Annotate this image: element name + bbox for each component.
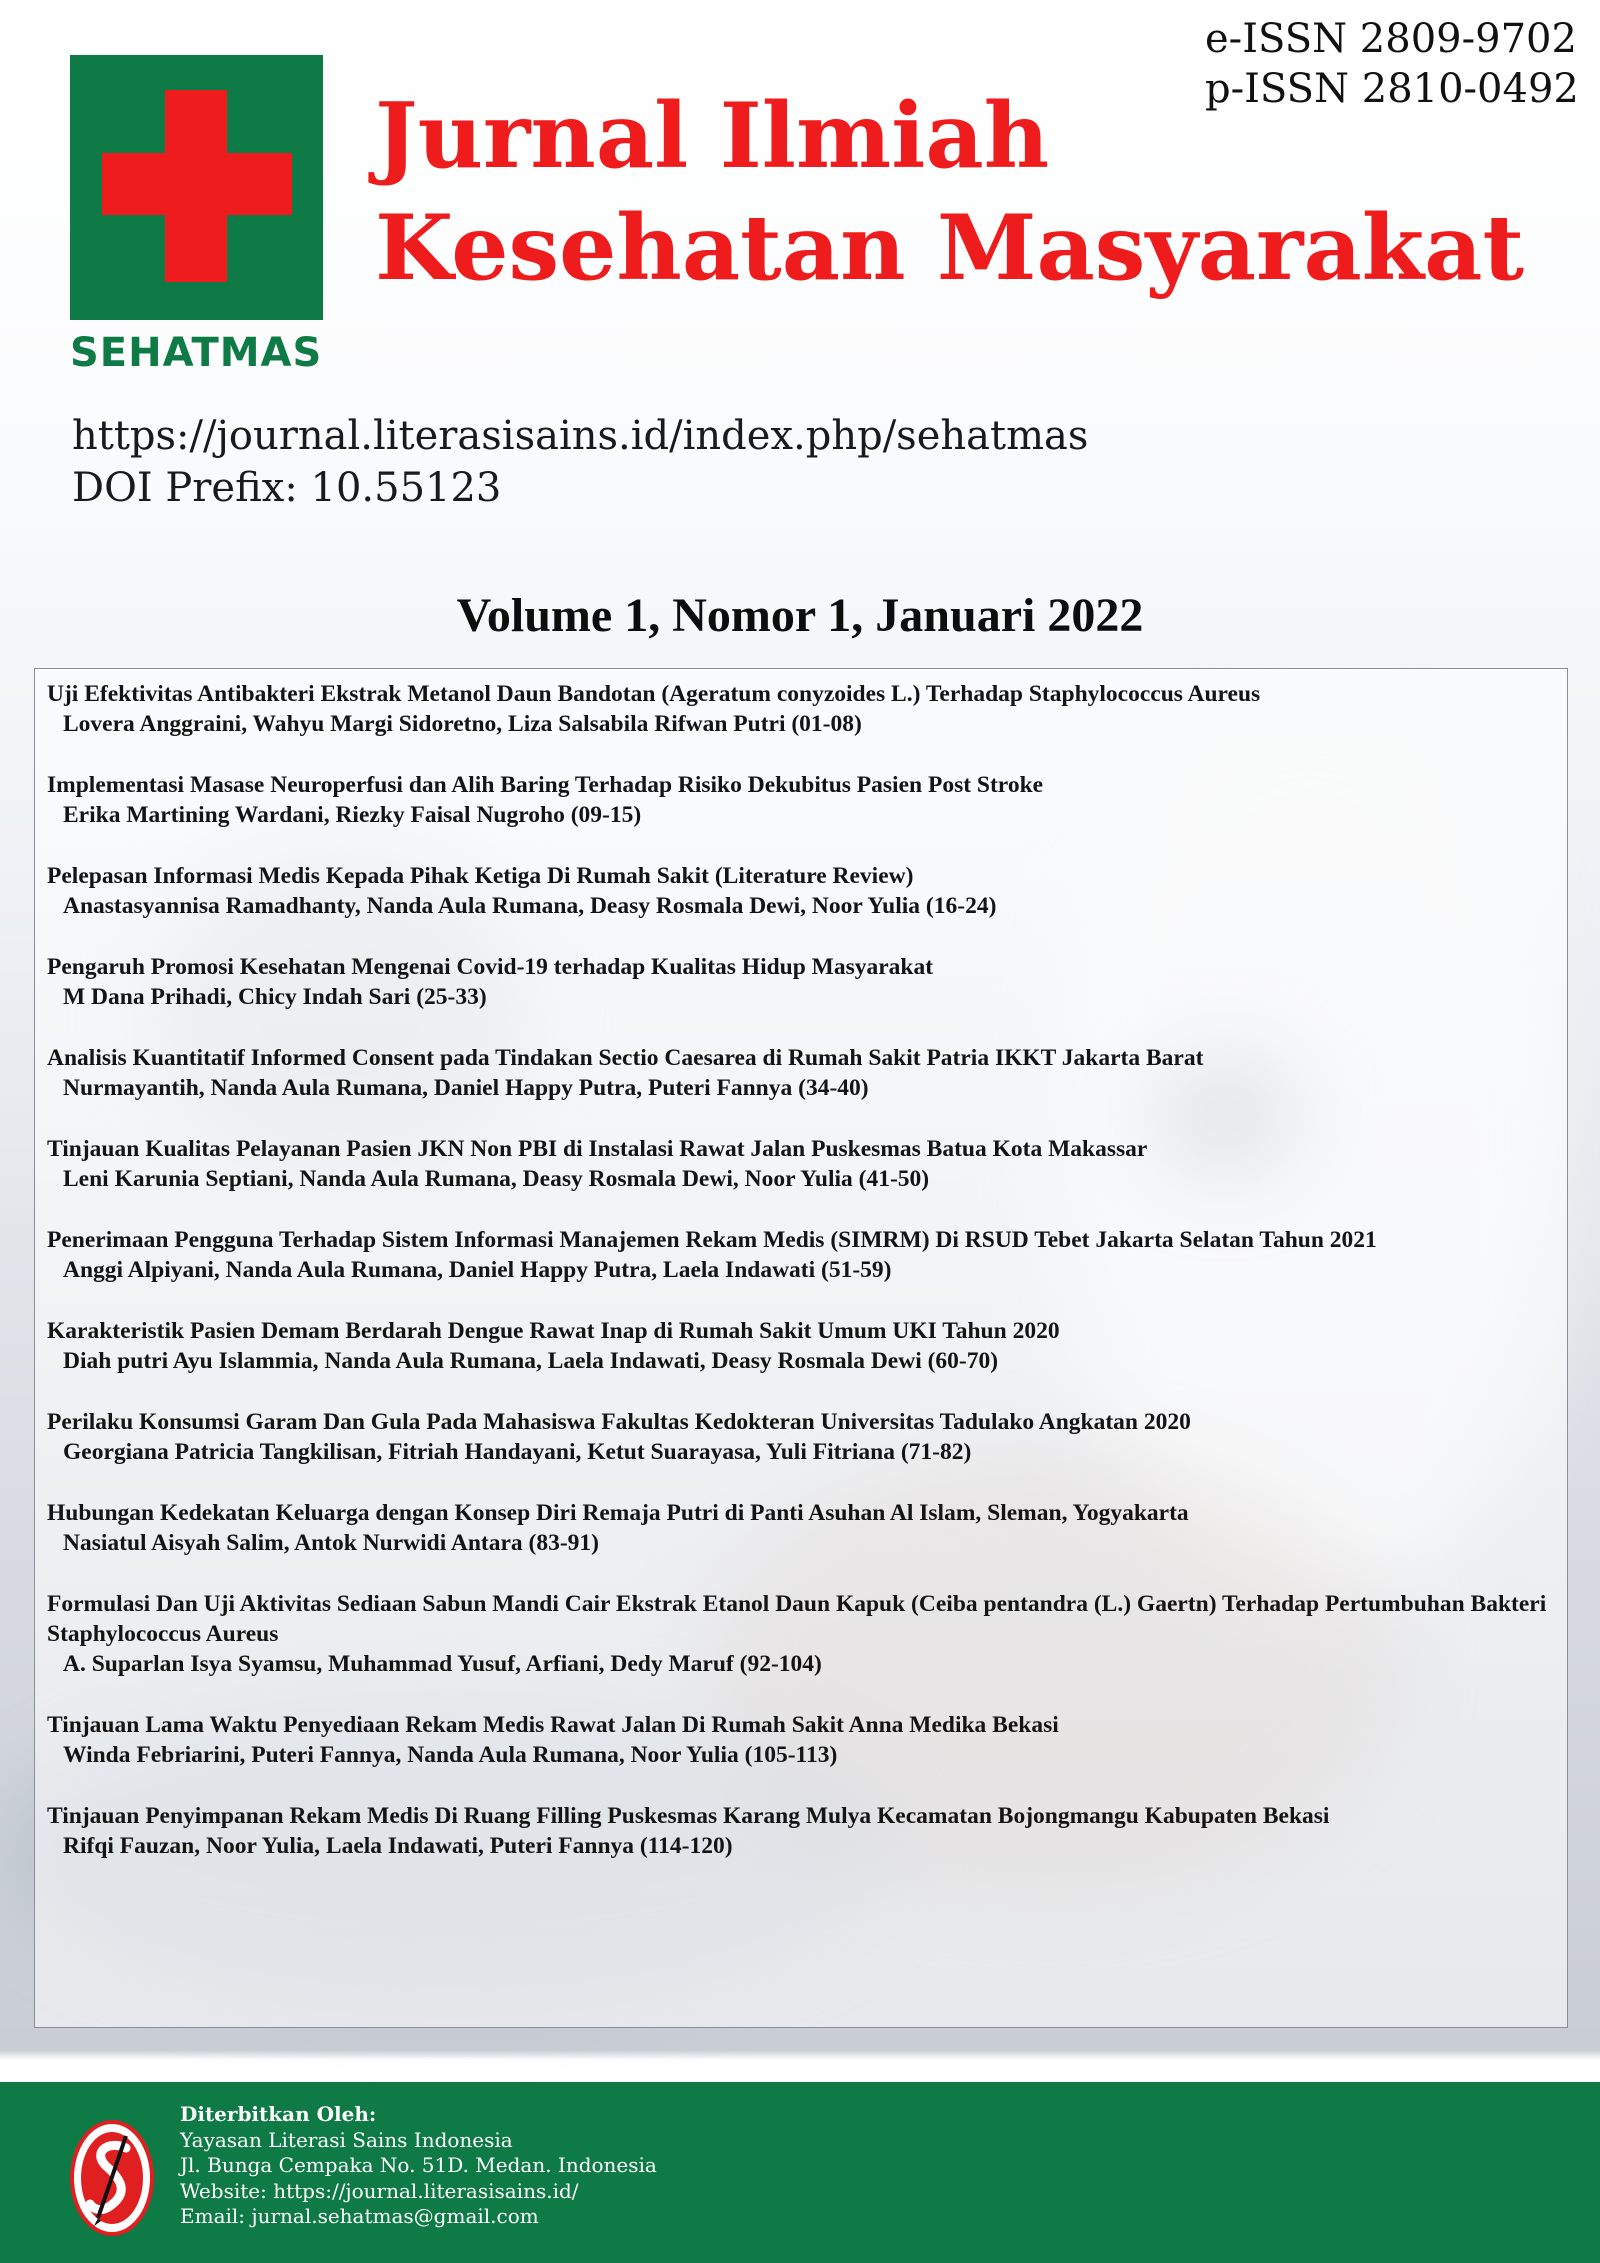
article-authors: Anastasyannisa Ramadhanty, Nanda Aula Rumana, Deasy Rosmala Dewi, Noor Yulia (16-24) [63, 893, 997, 919]
article-entry[interactable] [47, 1710, 1557, 1770]
pissn: p-ISSN 2810-0492 [1205, 66, 1579, 112]
doi-prefix: DOI Prefix: 10.55123 [72, 465, 502, 511]
article-authors: M Dana Prihadi, Chicy Indah Sari (25-33) [63, 984, 487, 1010]
publisher-name: Yayasan Literasi Sains Indonesia [180, 2127, 513, 2152]
article-title: Tinjauan Kualitas Pelayanan Pasien JKN Non PBI di Instalasi Rawat Jalan Puskesmas Batua Kota Makassar [47, 1136, 1148, 1162]
publisher-info [180, 2102, 657, 2230]
article-authors: Erika Martining Wardani, Riezky Faisal Nugroho (09-15) [63, 802, 642, 828]
article-entry[interactable] [47, 1589, 1557, 1679]
journal-title-line2: Kesehatan Masyarakat [375, 195, 1525, 301]
table-of-contents [34, 668, 1568, 2028]
journal-url[interactable]: https://journal.literasisains.id/index.php/sehatmas [72, 413, 1089, 459]
article-title: Uji Efektivitas Antibakteri Ekstrak Metanol Daun Bandotan (Ageratum conyzoides L.) Terhadap Staphylococcus Aureus [47, 681, 1261, 707]
publisher-logo [68, 2100, 156, 2240]
article-entry[interactable] [47, 1316, 1557, 1376]
article-authors: Anggi Alpiyani, Nanda Aula Rumana, Daniel Happy Putra, Laela Indawati (51-59) [63, 1257, 892, 1283]
article-authors: Nasiatul Aisyah Salim, Antok Nurwidi Antara (83-91) [63, 1530, 600, 1556]
volume-heading: Volume 1, Nomor 1, Januari 2022 [456, 589, 1144, 642]
article-entry[interactable] [47, 679, 1557, 739]
article-title: Analisis Kuantitatif Informed Consent pada Tindakan Sectio Caesarea di Rumah Sakit Patria IKKT Jakarta Barat [47, 1045, 1204, 1071]
article-title: Penerimaan Pengguna Terhadap Sistem Informasi Manajemen Rekam Medis (SIMRM) Di RSUD Tebet Jakarta Selatan Tahun 2021 [47, 1227, 1377, 1253]
article-title: Perilaku Konsumsi Garam Dan Gula Pada Mahasiswa Fakultas Kedokteran Universitas Tadulako Angkatan 2020 [47, 1409, 1191, 1435]
logo-name: SEHATMAS [70, 330, 323, 376]
article-title: Pelepasan Informasi Medis Kepada Pihak Ketiga Di Rumah Sakit (Literature Review) [47, 863, 914, 889]
publisher-website[interactable]: Website: https://journal.literasisains.id/ [180, 2178, 579, 2203]
eissn: e-ISSN 2809-9702 [1205, 16, 1577, 62]
article-authors: Lovera Anggraini, Wahyu Margi Sidoretno, Liza Salsabila Rifwan Putri (01-08) [63, 711, 862, 737]
article-title: Pengaruh Promosi Kesehatan Mengenai Covid-19 terhadap Kualitas Hidup Masyarakat [47, 954, 934, 980]
article-authors: Nurmayantih, Nanda Aula Rumana, Daniel Happy Putra, Puteri Fannya (34-40) [63, 1075, 869, 1101]
article-entry[interactable] [47, 1498, 1557, 1558]
article-authors: A. Suparlan Isya Syamsu, Muhammad Yusuf, Arfiani, Dedy Maruf (92-104) [63, 1651, 822, 1677]
article-authors: Winda Febriarini, Puteri Fannya, Nanda Aula Rumana, Noor Yulia (105-113) [63, 1742, 838, 1768]
article-list [47, 679, 1557, 1892]
footer-heading: Diterbitkan Oleh: [180, 2102, 377, 2126]
article-title: Hubungan Kedekatan Keluarga dengan Konsep Diri Remaja Putri di Panti Asuhan Al Islam, Sleman, Yogyakarta [47, 1500, 1189, 1526]
article-entry[interactable] [47, 861, 1557, 921]
article-title: Karakteristik Pasien Demam Berdarah Dengue Rawat Inap di Rumah Sakit Umum UKI Tahun 2020 [47, 1318, 1060, 1344]
article-entry[interactable] [47, 1043, 1557, 1103]
article-authors: Georgiana Patricia Tangkilisan, Fitriah Handayani, Ketut Suarayasa, Yuli Fitriana (71-82) [63, 1439, 972, 1465]
article-title: Implementasi Masase Neuroperfusi dan Alih Baring Terhadap Risiko Dekubitus Pasien Post Stroke [47, 772, 1044, 798]
article-title: Formulasi Dan Uji Aktivitas Sediaan Sabun Mandi Cair Ekstrak Etanol Daun Kapuk (Ceiba pentandra (L.) Gaertn) Terhadap Pertumbuhan Bakteri Staphylococcus Aureus [47, 1591, 1547, 1647]
article-entry[interactable] [47, 1225, 1557, 1285]
sehatmas-logo [70, 55, 323, 320]
article-title: Tinjauan Lama Waktu Penyediaan Rekam Medis Rawat Jalan Di Rumah Sakit Anna Medika Bekasi [47, 1712, 1059, 1738]
article-authors: Leni Karunia Septiani, Nanda Aula Rumana, Deasy Rosmala Dewi, Noor Yulia (41-50) [63, 1166, 930, 1192]
article-entry[interactable] [47, 1801, 1557, 1861]
article-authors: Diah putri Ayu Islammia, Nanda Aula Rumana, Laela Indawati, Deasy Rosmala Dewi (60-70) [63, 1348, 999, 1374]
publisher-address: Jl. Bunga Cempaka No. 51D. Medan. Indonesia [180, 2153, 657, 2177]
issn-block [1205, 14, 1579, 114]
article-entry[interactable] [47, 1134, 1557, 1194]
publisher-email[interactable]: Email: jurnal.sehatmas@gmail.com [180, 2204, 539, 2228]
article-entry[interactable] [47, 1407, 1557, 1467]
article-entry[interactable] [47, 952, 1557, 1012]
article-authors: Rifqi Fauzan, Noor Yulia, Laela Indawati, Puteri Fannya (114-120) [63, 1833, 733, 1859]
journal-info [72, 410, 1088, 514]
journal-title-line1: Jurnal Ilmiah [375, 83, 1050, 189]
article-entry[interactable] [47, 770, 1557, 830]
article-title: Tinjauan Penyimpanan Rekam Medis Di Ruang Filling Puskesmas Karang Mulya Kecamatan Bojongmangu Kabupaten Bekasi [47, 1803, 1330, 1829]
